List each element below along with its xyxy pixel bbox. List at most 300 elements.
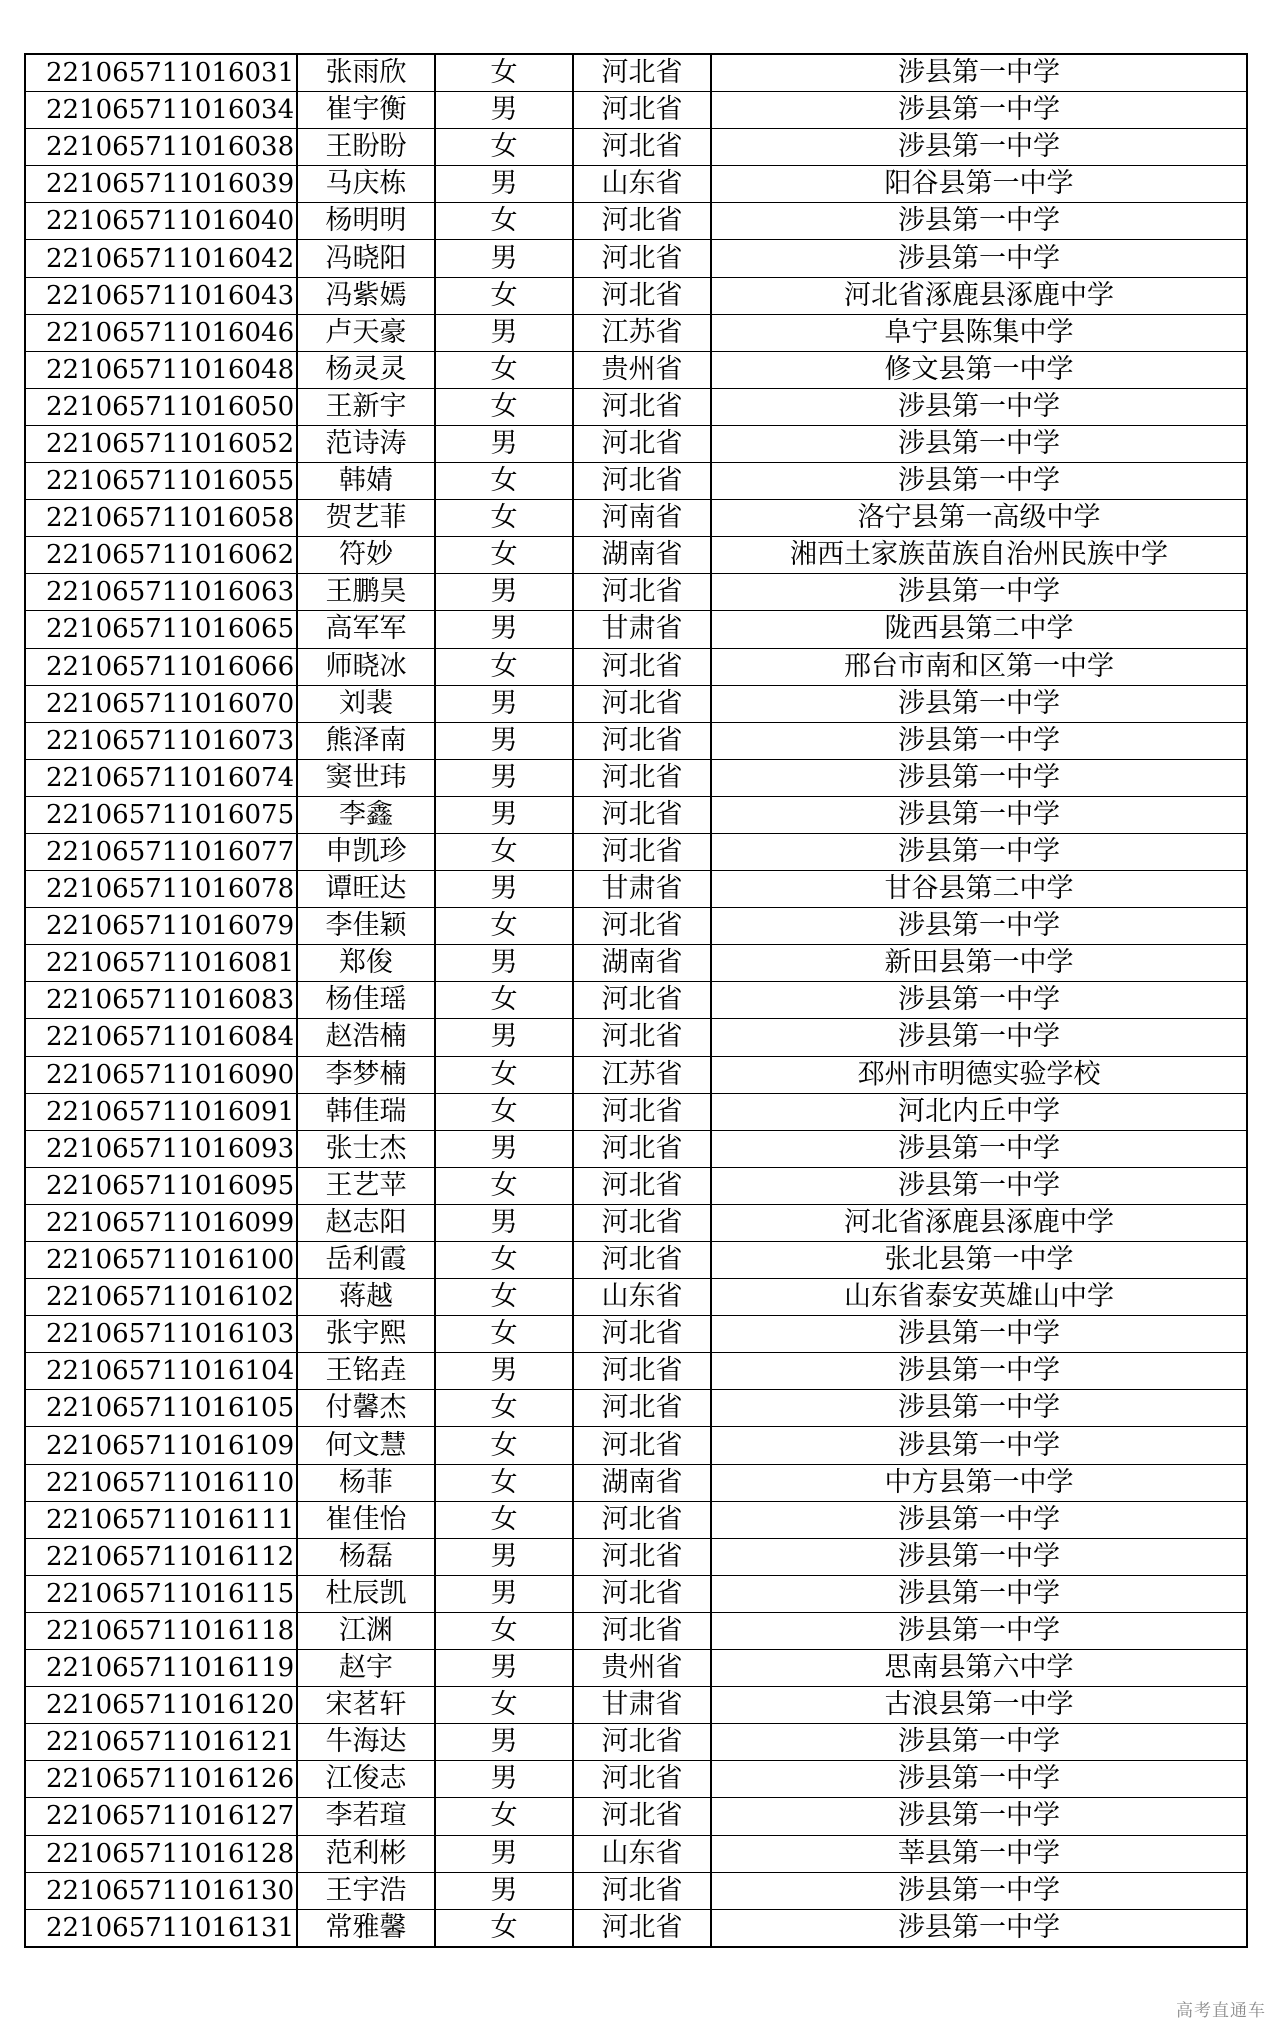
school-cell: 涉县第一中学 <box>711 722 1247 759</box>
province-cell: 山东省 <box>573 1279 711 1316</box>
exam-id-cell: 221065711016121 <box>25 1724 297 1761</box>
province-cell: 河北省 <box>573 54 711 92</box>
school-cell: 涉县第一中学 <box>711 54 1247 92</box>
name-cell: 王艺苹 <box>297 1167 435 1204</box>
province-cell: 河北省 <box>573 722 711 759</box>
exam-id-cell: 221065711016119 <box>25 1650 297 1687</box>
exam-id-cell: 221065711016115 <box>25 1575 297 1612</box>
school-cell: 涉县第一中学 <box>711 574 1247 611</box>
table-row <box>25 1538 1247 1575</box>
province-cell: 河北省 <box>573 982 711 1019</box>
exam-id-cell: 221065711016093 <box>25 1130 297 1167</box>
province-cell: 河北省 <box>573 1612 711 1649</box>
table-row <box>25 648 1247 685</box>
gender-cell: 女 <box>435 833 573 870</box>
province-cell: 河北省 <box>573 1798 711 1835</box>
exam-id-cell: 221065711016046 <box>25 314 297 351</box>
name-cell: 贺艺菲 <box>297 500 435 537</box>
gender-cell: 女 <box>435 1093 573 1130</box>
table-row <box>25 1390 1247 1427</box>
province-cell: 河北省 <box>573 1761 711 1798</box>
province-cell: 河北省 <box>573 1167 711 1204</box>
province-cell: 河北省 <box>573 92 711 129</box>
exam-id-cell: 221065711016109 <box>25 1427 297 1464</box>
table-row <box>25 1724 1247 1761</box>
exam-id-cell: 221065711016039 <box>25 166 297 203</box>
province-cell: 河北省 <box>573 1353 711 1390</box>
table-row <box>25 388 1247 425</box>
name-cell: 郑俊 <box>297 945 435 982</box>
table-row <box>25 1872 1247 1909</box>
gender-cell: 女 <box>435 54 573 92</box>
gender-cell: 女 <box>435 1612 573 1649</box>
exam-id-cell: 221065711016070 <box>25 685 297 722</box>
province-cell: 湖南省 <box>573 537 711 574</box>
province-cell: 贵州省 <box>573 1650 711 1687</box>
name-cell: 韩婧 <box>297 463 435 500</box>
school-cell: 涉县第一中学 <box>898 1911 1060 1943</box>
table-row <box>25 1353 1247 1390</box>
province-cell: 河北省 <box>573 1019 711 1056</box>
table-row <box>25 1242 1247 1279</box>
name-cell: 常雅馨 <box>297 1909 435 1947</box>
school-cell: 涉县第一中学 <box>711 1427 1247 1464</box>
school-cell: 河北省涿鹿县涿鹿中学 <box>711 277 1247 314</box>
school-cell: 涉县第一中学 <box>711 685 1247 722</box>
table-row <box>25 611 1247 648</box>
exam-id-cell: 221065711016073 <box>25 722 297 759</box>
table-row <box>25 500 1247 537</box>
table-row <box>25 425 1247 462</box>
province-cell: 河北省 <box>573 759 711 796</box>
school-cell: 涉县第一中学 <box>711 833 1247 870</box>
province-cell: 河北省 <box>573 1538 711 1575</box>
school-cell: 涉县第一中学 <box>711 240 1247 277</box>
table-row <box>25 1019 1247 1056</box>
exam-id-cell: 221065711016090 <box>25 1056 297 1093</box>
table-row <box>25 1130 1247 1167</box>
name-cell: 崔宇衡 <box>297 92 435 129</box>
school-cell: 涉县第一中学 <box>711 129 1247 166</box>
name-cell: 冯紫嫣 <box>297 277 435 314</box>
school-cell: 河北省涿鹿县涿鹿中学 <box>711 1204 1247 1241</box>
exam-id-cell: 221065711016050 <box>25 388 297 425</box>
gender-cell: 男 <box>435 166 573 203</box>
gender-cell: 男 <box>435 92 573 129</box>
province-cell: 甘肃省 <box>573 871 711 908</box>
school-cell: 涉县第一中学 <box>711 1167 1247 1204</box>
name-cell: 赵宇 <box>297 1650 435 1687</box>
gender-cell: 男 <box>435 1538 573 1575</box>
exam-id-cell: 221065711016127 <box>25 1798 297 1835</box>
school-cell: 涉县第一中学 <box>711 1130 1247 1167</box>
gender-cell: 男 <box>435 1872 573 1909</box>
gender-cell: 男 <box>435 1204 573 1241</box>
gender-cell: 女 <box>435 537 573 574</box>
province-cell: 河北省 <box>573 908 711 945</box>
province-cell: 山东省 <box>573 1835 711 1872</box>
gender-cell: 男 <box>435 1761 573 1798</box>
exam-id-cell: 221065711016102 <box>25 1279 297 1316</box>
gender-cell: 男 <box>435 574 573 611</box>
name-cell: 谭旺达 <box>297 871 435 908</box>
school-cell: 邳州市明德实验学校 <box>711 1056 1247 1093</box>
exam-id-cell: 221065711016038 <box>25 129 297 166</box>
table-row <box>25 833 1247 870</box>
school-cell: 阳谷县第一中学 <box>711 166 1247 203</box>
name-cell: 崔佳怡 <box>297 1501 435 1538</box>
name-cell: 赵浩楠 <box>297 1019 435 1056</box>
name-cell: 牛海达 <box>297 1724 435 1761</box>
table-row <box>25 1204 1247 1241</box>
school-cell: 新田县第一中学 <box>711 945 1247 982</box>
school-cell: 洛宁县第一高级中学 <box>711 500 1247 537</box>
table-row <box>25 277 1247 314</box>
exam-id-cell: 221065711016112 <box>25 1538 297 1575</box>
name-cell: 王宇浩 <box>297 1872 435 1909</box>
exam-id-cell: 221065711016128 <box>25 1835 297 1872</box>
name-cell: 冯晓阳 <box>297 240 435 277</box>
gender-cell: 男 <box>435 871 573 908</box>
name-cell: 范利彬 <box>297 1835 435 1872</box>
name-cell: 范诗涛 <box>297 425 435 462</box>
province-cell: 河北省 <box>573 277 711 314</box>
school-cell: 涉县第一中学 <box>711 1612 1247 1649</box>
school-cell: 甘谷县第二中学 <box>711 871 1247 908</box>
name-cell: 窦世玮 <box>297 759 435 796</box>
gender-cell: 女 <box>435 388 573 425</box>
school-cell: 张北县第一中学 <box>711 1242 1247 1279</box>
school-cell: 邢台市南和区第一中学 <box>711 648 1247 685</box>
name-cell: 李若瑄 <box>297 1798 435 1835</box>
table-row <box>25 1575 1247 1612</box>
table-row <box>25 908 1247 945</box>
name-cell: 符妙 <box>297 537 435 574</box>
exam-id-cell: 221065711016081 <box>25 945 297 982</box>
gender-cell: 男 <box>435 1353 573 1390</box>
school-cell: 思南县第六中学 <box>711 1650 1247 1687</box>
name-cell: 杨磊 <box>297 1538 435 1575</box>
gender-cell: 女 <box>435 1390 573 1427</box>
school-cell: 河北内丘中学 <box>711 1093 1247 1130</box>
province-cell: 河北省 <box>573 1872 711 1909</box>
table-row <box>25 574 1247 611</box>
gender-cell: 男 <box>435 722 573 759</box>
name-cell: 杨菲 <box>297 1464 435 1501</box>
province-cell: 江苏省 <box>573 314 711 351</box>
province-cell: 贵州省 <box>573 351 711 388</box>
exam-id-cell: 221065711016074 <box>25 759 297 796</box>
school-cell: 涉县第一中学 <box>711 1538 1247 1575</box>
table-row <box>25 1612 1247 1649</box>
exam-id-cell: 221065711016034 <box>25 92 297 129</box>
exam-id-cell: 221065711016111 <box>25 1501 297 1538</box>
name-cell: 杨佳瑶 <box>297 982 435 1019</box>
province-cell: 河北省 <box>573 1575 711 1612</box>
exam-id-cell: 221065711016099 <box>25 1204 297 1241</box>
table-row <box>25 759 1247 796</box>
school-cell: 涉县第一中学 <box>711 1761 1247 1798</box>
province-cell: 河北省 <box>573 1093 711 1130</box>
gender-cell: 女 <box>435 1501 573 1538</box>
gender-cell: 女 <box>435 463 573 500</box>
province-cell: 河北省 <box>573 1204 711 1241</box>
school-cell: 涉县第一中学 <box>711 796 1247 833</box>
school-cell: 修文县第一中学 <box>711 351 1247 388</box>
exam-id-cell: 221065711016077 <box>25 833 297 870</box>
exam-id-cell: 221065711016131 <box>25 1909 297 1947</box>
table-row <box>25 166 1247 203</box>
gender-cell: 女 <box>435 1464 573 1501</box>
school-cell: 莘县第一中学 <box>711 1835 1247 1872</box>
province-cell: 河北省 <box>573 1316 711 1353</box>
gender-cell: 男 <box>435 1835 573 1872</box>
province-cell: 河北省 <box>573 1390 711 1427</box>
school-cell: 阜宁县陈集中学 <box>711 314 1247 351</box>
table-row <box>25 1464 1247 1501</box>
table-row <box>25 1167 1247 1204</box>
name-cell: 高军军 <box>297 611 435 648</box>
table-row <box>25 92 1247 129</box>
school-cell: 涉县第一中学 <box>711 463 1247 500</box>
school-cell: 涉县第一中学 <box>711 1390 1247 1427</box>
name-cell: 刘裴 <box>297 685 435 722</box>
table-row <box>25 351 1247 388</box>
school-cell: 涉县第一中学 <box>711 92 1247 129</box>
school-cell: 涉县第一中学 <box>711 982 1247 1019</box>
exam-id-cell: 221065711016091 <box>25 1093 297 1130</box>
name-cell: 何文慧 <box>297 1427 435 1464</box>
gender-cell: 男 <box>435 1724 573 1761</box>
gender-cell: 男 <box>435 1019 573 1056</box>
name-cell: 杨明明 <box>297 203 435 240</box>
exam-id-cell: 221065711016058 <box>25 500 297 537</box>
exam-id-cell: 221065711016031 <box>25 54 297 92</box>
exam-id-cell: 221065711016126 <box>25 1761 297 1798</box>
province-cell: 河北省 <box>573 463 711 500</box>
exam-id-cell: 221065711016042 <box>25 240 297 277</box>
table-row <box>25 1316 1247 1353</box>
table-row <box>25 796 1247 833</box>
table-row <box>25 982 1247 1019</box>
name-cell: 赵志阳 <box>297 1204 435 1241</box>
province-cell: 河北省 <box>573 796 711 833</box>
school-cell: 涉县第一中学 <box>711 1353 1247 1390</box>
school-cell: 涉县第一中学 <box>711 1724 1247 1761</box>
name-cell: 李鑫 <box>297 796 435 833</box>
table-row <box>25 463 1247 500</box>
gender-cell: 女 <box>435 908 573 945</box>
exam-id-cell: 221065711016062 <box>25 537 297 574</box>
province-cell: 河北省 <box>573 1724 711 1761</box>
table-row <box>25 54 1247 92</box>
province-cell: 河北省 <box>573 685 711 722</box>
gender-cell: 女 <box>435 500 573 537</box>
school-cell: 涉县第一中学 <box>711 1872 1247 1909</box>
school-cell: 涉县第一中学 <box>711 1019 1247 1056</box>
province-cell: 河北省 <box>573 574 711 611</box>
gender-cell: 女 <box>435 203 573 240</box>
name-cell: 申凯珍 <box>297 833 435 870</box>
school-cell: 涉县第一中学 <box>711 1501 1247 1538</box>
table-row <box>25 240 1247 277</box>
table-row <box>25 1798 1247 1835</box>
province-cell: 河北省 <box>573 425 711 462</box>
school-cell: 涉县第一中学 <box>711 759 1247 796</box>
exam-id-cell: 221065711016100 <box>25 1242 297 1279</box>
table-row <box>25 945 1247 982</box>
province-cell: 河北省 <box>573 648 711 685</box>
province-cell: 河北省 <box>573 1501 711 1538</box>
gender-cell: 男 <box>435 314 573 351</box>
school-cell: 涉县第一中学 <box>711 203 1247 240</box>
school-cell: 陇西县第二中学 <box>711 611 1247 648</box>
gender-cell: 男 <box>435 796 573 833</box>
province-cell: 江苏省 <box>573 1056 711 1093</box>
gender-cell: 女 <box>435 1427 573 1464</box>
gender-cell: 男 <box>435 1575 573 1612</box>
table-row <box>25 685 1247 722</box>
province-cell: 河北省 <box>573 1242 711 1279</box>
name-cell: 杨灵灵 <box>297 351 435 388</box>
gender-cell: 男 <box>435 759 573 796</box>
gender-cell: 女 <box>435 1056 573 1093</box>
exam-id-cell: 221065711016110 <box>25 1464 297 1501</box>
table-row <box>25 1909 1247 1947</box>
name-cell: 张士杰 <box>297 1130 435 1167</box>
exam-id-cell: 221065711016078 <box>25 871 297 908</box>
school-cell: 山东省泰安英雄山中学 <box>711 1279 1247 1316</box>
gender-cell: 女 <box>435 1279 573 1316</box>
name-cell: 岳利霞 <box>297 1242 435 1279</box>
exam-id-cell: 221065711016104 <box>25 1353 297 1390</box>
table-row <box>25 1056 1247 1093</box>
table-row <box>25 722 1247 759</box>
exam-id-cell: 221065711016052 <box>25 425 297 462</box>
name-cell: 江渊 <box>297 1612 435 1649</box>
gender-cell: 男 <box>435 945 573 982</box>
name-cell: 张宇熙 <box>297 1316 435 1353</box>
exam-id-cell: 221065711016084 <box>25 1019 297 1056</box>
exam-id-cell: 221065711016066 <box>25 648 297 685</box>
exam-id-cell: 221065711016130 <box>25 1872 297 1909</box>
gender-cell: 女 <box>435 1167 573 1204</box>
province-cell: 河北省 <box>573 388 711 425</box>
watermark-text: 高考直通车 <box>1176 2001 1266 2021</box>
name-cell: 李梦楠 <box>297 1056 435 1093</box>
exam-id-cell: 221065711016040 <box>25 203 297 240</box>
name-cell: 马庆栋 <box>297 166 435 203</box>
school-cell: 涉县第一中学 <box>711 425 1247 462</box>
name-cell: 卢天豪 <box>297 314 435 351</box>
gender-cell: 男 <box>435 1650 573 1687</box>
name-cell: 师晓冰 <box>297 648 435 685</box>
province-cell: 湖南省 <box>573 945 711 982</box>
table-row <box>25 537 1247 574</box>
province-cell: 河北省 <box>573 240 711 277</box>
exam-id-cell: 221065711016075 <box>25 796 297 833</box>
exam-id-cell: 221065711016083 <box>25 982 297 1019</box>
exam-id-cell: 221065711016043 <box>25 277 297 314</box>
gender-cell: 男 <box>435 1130 573 1167</box>
name-cell: 宋茗轩 <box>297 1687 435 1724</box>
table-row <box>25 203 1247 240</box>
school-cell: 涉县第一中学 <box>711 908 1247 945</box>
exam-id-cell: 221065711016065 <box>25 611 297 648</box>
table-row <box>25 1501 1247 1538</box>
table-row <box>25 871 1247 908</box>
table-row <box>25 1761 1247 1798</box>
table-row <box>25 1279 1247 1316</box>
gender-cell: 女 <box>435 351 573 388</box>
province-cell: 甘肃省 <box>573 1687 711 1724</box>
province-cell: 山东省 <box>573 166 711 203</box>
province-cell: 甘肃省 <box>573 611 711 648</box>
name-cell: 王鹏昊 <box>297 574 435 611</box>
table-row <box>25 1835 1247 1872</box>
gender-cell: 男 <box>435 240 573 277</box>
name-cell: 王新宇 <box>297 388 435 425</box>
province-cell: 湖南省 <box>573 1464 711 1501</box>
gender-cell: 男 <box>435 611 573 648</box>
exam-id-cell: 221065711016095 <box>25 1167 297 1204</box>
gender-cell: 女 <box>435 1316 573 1353</box>
gender-cell: 男 <box>435 425 573 462</box>
gender-cell: 女 <box>435 1687 573 1724</box>
name-cell: 杜辰凯 <box>297 1575 435 1612</box>
province-cell: 河南省 <box>573 500 711 537</box>
province-cell: 河北省 <box>573 833 711 870</box>
exam-id-cell: 221065711016048 <box>25 351 297 388</box>
name-cell: 江俊志 <box>297 1761 435 1798</box>
school-cell: 古浪县第一中学 <box>711 1687 1247 1724</box>
name-cell: 韩佳瑞 <box>297 1093 435 1130</box>
school-cell: 涉县第一中学 <box>711 388 1247 425</box>
table-row <box>25 129 1247 166</box>
gender-cell: 女 <box>435 277 573 314</box>
name-cell: 熊泽南 <box>297 722 435 759</box>
exam-id-cell: 221065711016105 <box>25 1390 297 1427</box>
province-cell: 河北省 <box>573 203 711 240</box>
exam-id-cell: 221065711016055 <box>25 463 297 500</box>
name-cell: 张雨欣 <box>297 54 435 92</box>
gender-cell: 女 <box>435 129 573 166</box>
name-cell: 李佳颖 <box>297 908 435 945</box>
school-cell: 涉县第一中学 <box>711 1575 1247 1612</box>
school-cell: 中方县第一中学 <box>711 1464 1247 1501</box>
roster-body <box>25 54 1247 1947</box>
school-cell: 涉县第一中学 <box>711 1316 1247 1353</box>
province-cell: 河北省 <box>573 1130 711 1167</box>
gender-cell: 男 <box>435 685 573 722</box>
table-row <box>25 1650 1247 1687</box>
school-cell: 湘西土家族苗族自治州民族中学 <box>711 537 1247 574</box>
gender-cell: 女 <box>435 648 573 685</box>
province-cell: 河北省 <box>573 1909 711 1947</box>
exam-id-cell: 221065711016103 <box>25 1316 297 1353</box>
table-row <box>25 1687 1247 1724</box>
exam-id-cell: 221065711016063 <box>25 574 297 611</box>
name-cell: 付馨杰 <box>297 1390 435 1427</box>
exam-id-cell: 221065711016079 <box>25 908 297 945</box>
name-cell: 王铭垚 <box>297 1353 435 1390</box>
gender-cell: 女 <box>435 1798 573 1835</box>
name-cell: 王盼盼 <box>297 129 435 166</box>
province-cell: 河北省 <box>573 1427 711 1464</box>
gender-cell: 女 <box>435 982 573 1019</box>
name-cell: 蒋越 <box>297 1279 435 1316</box>
exam-id-cell: 221065711016118 <box>25 1612 297 1649</box>
